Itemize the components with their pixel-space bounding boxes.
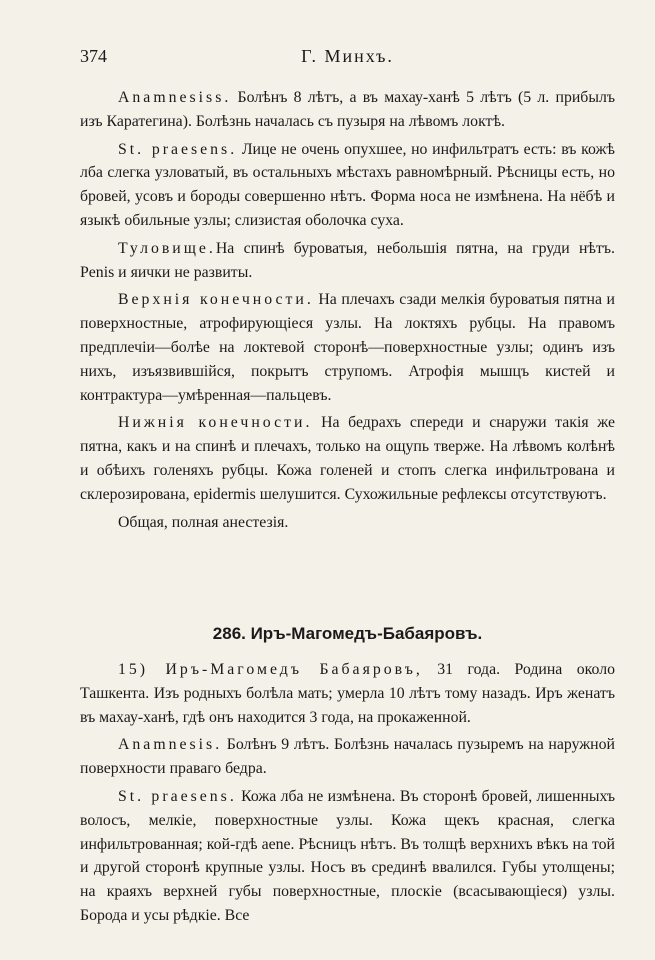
paragraph-body: 31 года. Родина около Ташкента. Изъ родныхъ болѣла мать; умерла 10 лѣтъ тому назадъ. Иръ женатъ въ махау-ханѣ, гдѣ онъ находится 3 года, на прокаженной. [80, 661, 615, 726]
paragraph-lead: St. praesens. [118, 140, 238, 158]
paragraph-lead: Anamnesiss. [118, 89, 232, 106]
paragraph-lead: 15) Иръ-Магомедъ Бабаяровъ, [118, 661, 423, 678]
paragraph-lead: Нижнія конечности. [118, 414, 313, 432]
paragraph-body: На бедрахъ спереди и снаружи такія же пятна, какъ и на спинѣ и плечахъ, только на ощупь тверже. На лѣвомъ колѣнѣ и обѣихъ голеняхъ рубцы. Кожа голеней и стопъ слегка инфильтрована и склерозирована, epidermis шелушится. Сухожильные рефлексы отсутствуютъ. [80, 414, 615, 503]
paragraph [80, 86, 615, 134]
paragraph [80, 785, 615, 928]
paragraph [80, 511, 615, 535]
paragraph [80, 733, 615, 781]
paragraph-lead: St. praesens. [118, 787, 237, 805]
case-1-text [80, 86, 615, 538]
paragraph [80, 138, 615, 233]
paragraph [80, 288, 615, 407]
paragraph [80, 237, 615, 285]
page-number: 374 [80, 46, 107, 66]
paragraph-body: Болѣнъ 8 лѣтъ, а въ махау-ханѣ 5 лѣтъ (5 л. прибылъ изъ Каратегина). Болѣзнь началась съ пузыря на лѣвомъ локтѣ. [80, 89, 615, 130]
paragraph [80, 411, 615, 506]
paragraph-body: На плечахъ сзади мелкія буроватыя пятна и поверхностные, атрофирующіеся узлы. На локтяхъ рубцы. На правомъ предплечіи—болѣе на локтевой сторонѣ—поверхностные узлы; одинъ изъ нихъ, изъязвившійся, покрытъ струпомъ. Атрофія мышцъ кистей и контрактура—умѣренная—пальцевъ. [80, 291, 615, 404]
case-title: 286. Иръ-Магомедъ-Бабаяровъ. [212, 624, 483, 643]
paragraph-body: Кожа лба не измѣнена. Въ сторонѣ бровей, лишенныхъ волосъ, мелкіе, поверхностные узлы. Кожа щекъ красная, слегка инфильтрованная; кой-гдѣ aene. Рѣсницъ нѣтъ. Въ толщѣ верхнихъ вѣкъ на той и другой сторонѣ крупные узлы. Носъ въ срединѣ ввалился. Губы утолщены; на краяхъ верхней губы поверхностные, плоскіе (всасывающіеся) узлы. Борода и усы рѣдкіе. Все [80, 787, 615, 924]
paragraph-lead: Верхнія конечности. [118, 291, 314, 309]
paragraph [80, 658, 615, 729]
paragraph-lead: Туловище. [118, 239, 216, 257]
paragraph-body: На спинѣ буроватыя, небольшія пятна, на груди нѣтъ. Penis и яички не развиты. [80, 239, 615, 281]
paragraph-body: Болѣнъ 9 лѣтъ. Болѣзнь началась пузыремъ на наружной поверхности праваго бедра. [80, 736, 615, 778]
paragraph-body: Общая, полная анестезія. [118, 513, 289, 531]
case-2-text [80, 658, 615, 932]
page-header [80, 46, 615, 72]
paragraph-lead: Anamnesis. [118, 736, 223, 754]
paragraph-body: Лице не очень опухшее, но инфильтратъ есть: въ кожѣ лба слегка узловатый, въ остальныхъ мѣстахъ равномѣрный. Рѣсницы есть, но бровей, усовъ и бороды совершенно нѣтъ. Форма носа не измѣнена. На нёбѣ и языкѣ обильные узлы; слизистая оболочка суха. [80, 140, 615, 229]
running-head: Г. Минхъ. [301, 46, 394, 66]
